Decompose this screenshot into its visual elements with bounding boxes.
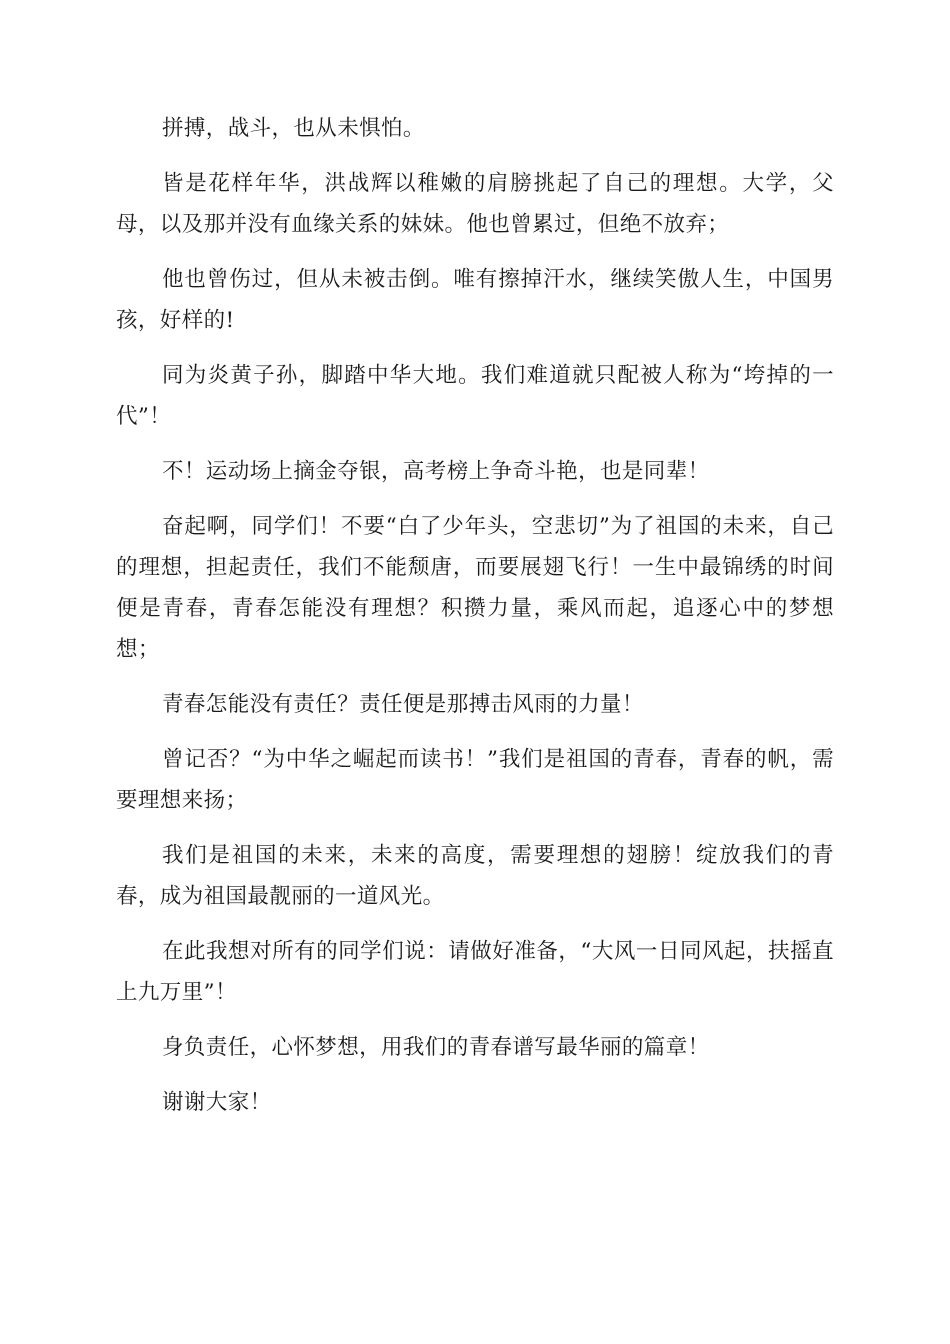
paragraph-5: 不！运动场上摘金夺银，高考榜上争奇斗艳，也是同辈！: [162, 459, 710, 484]
paragraph-9: 我们是祖国的未来，未来的高度，需要理想的翅膀！绽放我们的青春，成为祖国最靓丽的一道风光。: [116, 843, 834, 909]
paragraph-8: 曾记否？“为中华之崛起而读书！”我们是祖国的青春，青春的帆，需要理想来扬；: [116, 747, 834, 813]
paragraph-4: 同为炎黄子孙，脚踏中华大地。我们难道就只配被人称为“垮掉的一代”！: [116, 363, 834, 429]
paragraph-3: 他也曾伤过，但从未被击倒。唯有擦掉汗水，继续笑傲人生，中国男孩，好样的!: [116, 267, 834, 333]
paragraph-10: 在此我想对所有的同学们说：请做好准备，“大风一日同风起，扶摇直上九万里”！: [116, 939, 834, 1005]
document-body: [116, 108, 834, 1137]
paragraph-6: 奋起啊，同学们！不要“白了少年头，空悲切”为了祖国的未来，自己的理想，担起责任，我们不能颓唐，而要展翅飞行！一生中最锦绣的时间便是青春，青春怎能没有理想？积攒力量，乘风而起，追逐心中的梦想想；: [116, 514, 834, 662]
paragraph-12: 谢谢大家！: [162, 1090, 272, 1115]
paragraph-2: 皆是花样年华，洪战辉以稚嫩的肩膀挑起了自己的理想。大学，父母，以及那并没有血缘关系的妹妹。他也曾累过，但绝不放弃；: [116, 171, 834, 237]
paragraph-7: 青春怎能没有责任？责任便是那搏击风雨的力量！: [162, 692, 644, 717]
paragraph-1: 拼搏，战斗，也从未惧怕。: [162, 116, 425, 141]
paragraph-11: 身负责任，心怀梦想，用我们的青春谱写最华丽的篇章！: [162, 1035, 710, 1060]
